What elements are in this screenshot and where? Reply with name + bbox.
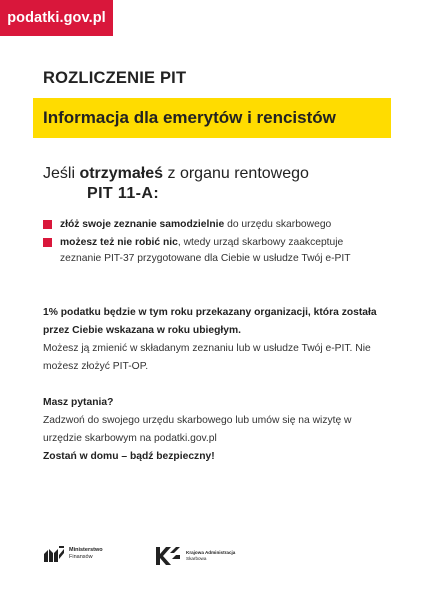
options-list (43, 217, 383, 269)
questions-section (43, 394, 383, 466)
mf-line1: Ministerstwo (69, 547, 103, 553)
intro-bold: otrzymałeś (79, 165, 164, 182)
kas-logo (154, 545, 235, 567)
list-item (43, 235, 383, 267)
info-banner (33, 98, 391, 138)
kas-line2: Skarbowa (186, 556, 207, 561)
ministry-of-finance-logo (43, 545, 103, 563)
questions-heading: Masz pytania? (43, 397, 114, 408)
bullet-text: , wtedy urząd skarbowy zaakceptuje zeznanie PIT-37 przygotowane dla Ciebie w usłudze Twój e-PIT (60, 237, 351, 264)
list-item (43, 217, 383, 233)
bullet-text: do urzędu skarbowego (224, 219, 332, 230)
intro-text (43, 164, 383, 204)
page-title: ROZLICZENIE PIT (43, 69, 187, 87)
donation-bold: 1% podatku będzie w tym roku przekazany organizacji, która została przez Ciebie wskazana w roku ubiegłym. (43, 307, 377, 336)
pit-line (43, 184, 383, 204)
intro-part2: z organu rentowego (163, 165, 309, 182)
logo-text: podatki.gov.pl (7, 10, 106, 26)
red-square-icon (43, 220, 52, 229)
intro-part1: Jeśli (43, 165, 80, 182)
mf-line2: Finansów (69, 554, 93, 560)
pit-name: PIT 11-A (87, 185, 154, 202)
kas-line1: Krajowa Administracja (186, 550, 236, 555)
red-square-icon (43, 238, 52, 247)
donation-text: Możesz ją zmienić w składanym zeznaniu lub w usłudze Twój e-PIT. Nie możesz złożyć PIT-OP. (43, 343, 371, 372)
podatki-logo (0, 0, 113, 36)
kas-text (186, 550, 235, 562)
donation-info (43, 304, 383, 376)
closing-text: Zostań w domu – bądź bezpieczny! (43, 451, 215, 462)
mf-emblem-icon (43, 545, 65, 563)
bullet-bold: możesz też nie robić nic (60, 237, 178, 248)
pit-colon: : (153, 185, 160, 202)
mf-text (69, 547, 103, 561)
banner-text: Informacja dla emerytów i rencistów (43, 108, 336, 127)
kas-emblem-icon (154, 545, 182, 567)
bullet-bold: złóż swoje zeznanie samodzielnie (60, 219, 225, 230)
footer-logos (0, 545, 421, 575)
questions-text: Zadzwoń do swojego urzędu skarbowego lub umów się na wizytę w urzędzie skarbowym na podatki.gov.pl (43, 415, 352, 444)
